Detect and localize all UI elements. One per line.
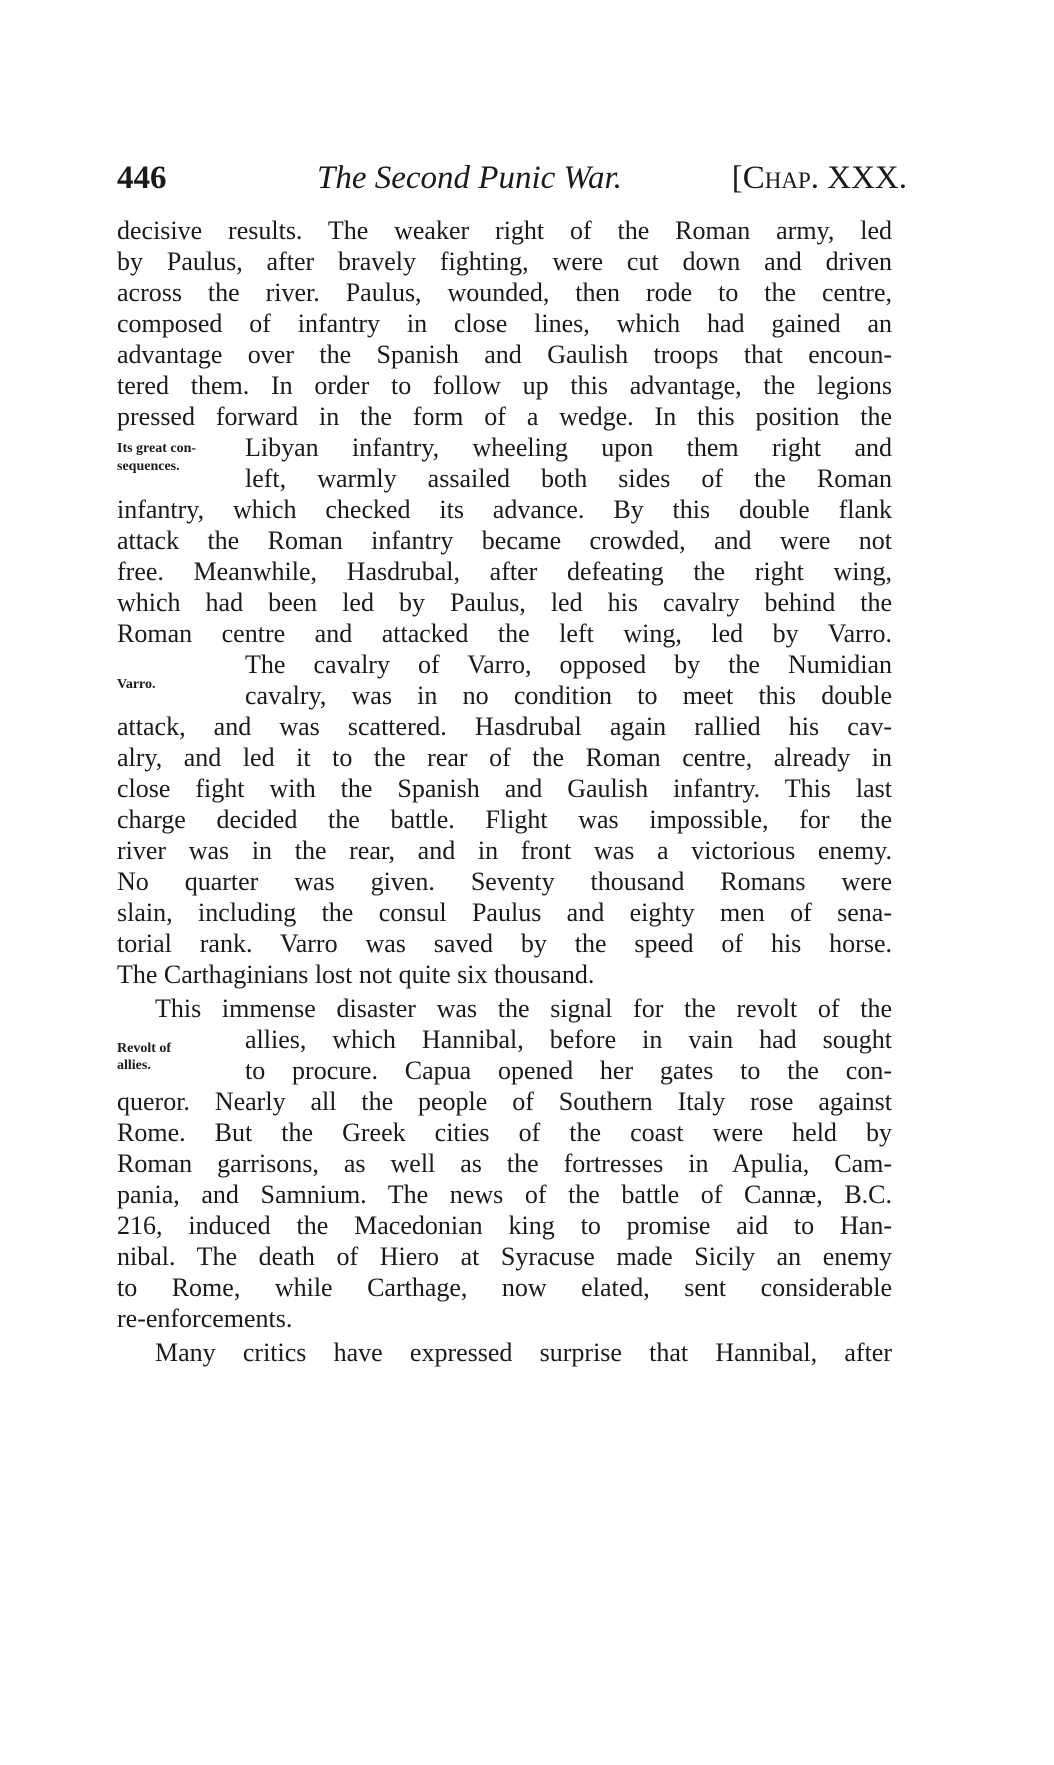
text-line: Roman garrisons, as well as the fortresses in Apulia, Cam- bbox=[117, 1149, 892, 1178]
text-line: free. Meanwhile, Hasdrubal, after defeating the right wing, bbox=[117, 557, 892, 586]
running-title: The Second Punic War. bbox=[317, 160, 622, 196]
margin-note: Varro. bbox=[117, 677, 156, 692]
text-line: infantry, which checked its advance. By this double flank bbox=[117, 495, 892, 524]
text-line: close fight with the Spanish and Gaulish infantry. This last bbox=[117, 774, 892, 803]
text-line: Many critics have expressed surprise that Hannibal, after bbox=[155, 1338, 892, 1367]
text-line: re-enforcements. bbox=[117, 1304, 293, 1333]
text-line: slain, including the consul Paulus and eighty men of sena- bbox=[117, 898, 892, 927]
text-line: tered them. In order to follow up this advantage, the legions bbox=[117, 371, 892, 400]
text-line: which had been led by Paulus, led his cavalry behind the bbox=[117, 588, 892, 617]
text-line: alry, and led it to the rear of the Roman centre, already in bbox=[117, 743, 892, 772]
text-line: to Rome, while Carthage, now elated, sent considerable bbox=[117, 1273, 892, 1302]
text-line: pressed forward in the form of a wedge. In this position the bbox=[117, 402, 892, 431]
text-line: The cavalry of Varro, opposed by the Numidian bbox=[245, 650, 892, 679]
page-number: 446 bbox=[117, 160, 167, 196]
margin-note: Its great con- bbox=[117, 441, 197, 456]
text-line: torial rank. Varro was saved by the speed of his horse. bbox=[117, 929, 892, 958]
text-line: Libyan infantry, wheeling upon them right and bbox=[245, 433, 892, 462]
text-line: by Paulus, after bravely fighting, were cut down and driven bbox=[117, 247, 892, 276]
margin-note: allies. bbox=[117, 1058, 151, 1073]
text-line: 216, induced the Macedonian king to promise aid to Han- bbox=[117, 1211, 892, 1240]
text-line: The Carthaginians lost not quite six thousand. bbox=[117, 960, 595, 989]
text-line: attack the Roman infantry became crowded, and were not bbox=[117, 526, 892, 555]
text-line: attack, and was scattered. Hasdrubal again rallied his cav- bbox=[117, 712, 892, 741]
text-line: to procure. Capua opened her gates to the con- bbox=[245, 1056, 892, 1085]
text-line: advantage over the Spanish and Gaulish troops that encoun- bbox=[117, 340, 892, 369]
text-line: composed of infantry in close lines, which had gained an bbox=[117, 309, 892, 338]
text-line: Roman centre and attacked the left wing, led by Varro. bbox=[117, 619, 892, 648]
text-line: charge decided the battle. Flight was impossible, for the bbox=[117, 805, 892, 834]
text-line: river was in the rear, and in front was a victorious enemy. bbox=[117, 836, 892, 865]
margin-note: sequences. bbox=[117, 459, 180, 474]
text-line: Rome. But the Greek cities of the coast were held by bbox=[117, 1118, 892, 1147]
text-line: nibal. The death of Hiero at Syracuse made Sicily an enemy bbox=[117, 1242, 892, 1271]
text-line: allies, which Hannibal, before in vain had sought bbox=[245, 1025, 892, 1054]
margin-note: Revolt of bbox=[117, 1041, 172, 1056]
text-line: left, warmly assailed both sides of the Roman bbox=[245, 464, 892, 493]
chapter-label: [Chap. XXX. bbox=[731, 160, 907, 196]
text-line: This immense disaster was the signal for the revolt of the bbox=[155, 994, 892, 1023]
text-line: cavalry, was in no condition to meet this double bbox=[245, 681, 892, 710]
page-header bbox=[117, 160, 907, 210]
text-line: across the river. Paulus, wounded, then rode to the centre, bbox=[117, 278, 892, 307]
text-line: pania, and Samnium. The news of the battle of Cannæ, B.C. bbox=[117, 1180, 892, 1209]
text-line: queror. Nearly all the people of Southern Italy rose against bbox=[117, 1087, 892, 1116]
text-line: decisive results. The weaker right of the Roman army, led bbox=[117, 216, 892, 245]
text-line: No quarter was given. Seventy thousand Romans were bbox=[117, 867, 892, 896]
